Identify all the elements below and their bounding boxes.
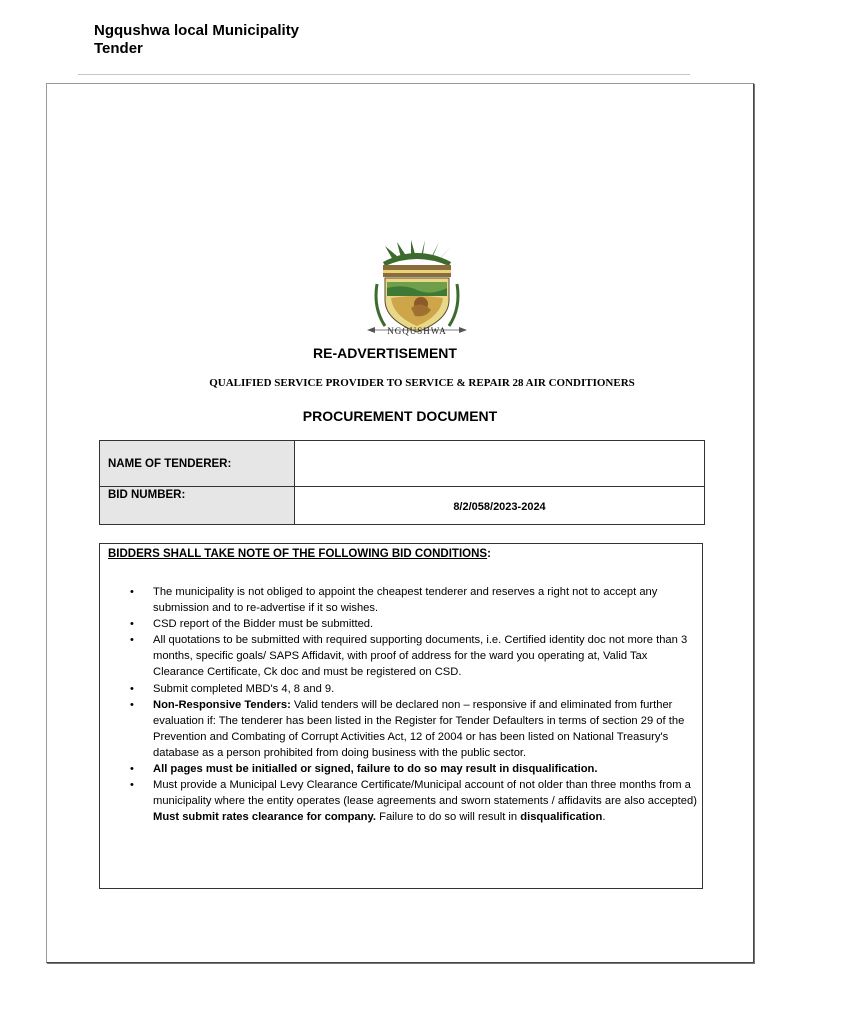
condition-text: Must provide a Municipal Levy Clearance Certificate/Municipal account of not older than three months from a municipality where the entity operates (lease agreements and sworn statements / affidavits are also accepted) [153, 779, 697, 808]
crest-motto-text: NGQUSHWA [387, 326, 447, 336]
list-item [100, 616, 700, 632]
condition-bold-text: disqualification [520, 811, 603, 824]
condition-text: All quotations to be submitted with required supporting documents, i.e. Certified identity doc not more than 3 months, specific goals/ SAPS Affidavit, with proof of address for the ward you operating at, Valid Tax Clearance Certificate, Ck doc and must be registered on CSD. [153, 634, 688, 679]
bullet-icon: • [130, 763, 134, 776]
header-municipality-title: Ngqushwa local Municipality [94, 22, 300, 39]
bullet-icon: • [130, 634, 134, 647]
condition-text: Failure to do so will result in [376, 811, 521, 824]
name-of-tenderer-label: NAME OF TENDERER: [108, 458, 232, 470]
condition-bold-text: Non-Responsive Tenders: [153, 698, 291, 711]
header-divider [78, 74, 690, 75]
list-item [100, 697, 700, 761]
condition-text: The municipality is not obliged to appoint the cheapest tenderer and reserves a right not to accept any submission and to re-advertise if it so wishes. [153, 586, 658, 615]
condition-text: . [602, 811, 606, 824]
re-advertisement-heading: RE-ADVERTISEMENT [313, 345, 457, 361]
list-item [100, 632, 700, 680]
tender-info-table [99, 440, 705, 525]
header-cut-off-line: Tender [94, 40, 143, 57]
info-row-divider [100, 486, 704, 487]
municipal-crest-icon [365, 238, 469, 342]
condition-bold-text: All pages must be initialled or signed, failure to do so may result in disqualification. [153, 763, 598, 776]
procurement-document-title: PROCUREMENT DOCUMENT [302, 408, 498, 424]
condition-text: Submit completed MBD's 4, 8 and 9. [153, 682, 335, 695]
list-item [100, 681, 700, 697]
bid-number-value: 8/2/058/2023-2024 [453, 501, 546, 513]
list-item [100, 584, 700, 616]
bullet-icon: • [130, 682, 134, 695]
bid-number-label: BID NUMBER: [108, 489, 186, 501]
bullet-icon: • [130, 779, 134, 792]
tender-subtitle: QUALIFIED SERVICE PROVIDER TO SERVICE & REPAIR 28 AIR CONDITIONERS [209, 377, 635, 389]
list-item [100, 761, 700, 777]
bid-conditions-heading-colon: : [487, 548, 491, 560]
name-of-tenderer-field[interactable] [300, 455, 700, 475]
list-item [100, 777, 700, 825]
condition-text: CSD report of the Bidder must be submitted. [153, 618, 374, 631]
bullet-icon: • [130, 618, 134, 631]
bullet-icon: • [130, 586, 134, 598]
condition-text: Valid tenders will be declared non – responsive if and eliminated from further evaluation if: The tenderer has been listed in the Register for Tender Defaulters in terms of section 29 of the Prevention and Combating of Corrupt Activities Act, 12 of 2004 or has been listed on National Treasury's database as a person prohibited from doing business with the public sector. [153, 698, 685, 759]
info-label-column [100, 441, 295, 524]
bid-conditions-list [100, 584, 700, 825]
bid-conditions-heading-text: BIDDERS SHALL TAKE NOTE OF THE FOLLOWING BID CONDITIONS [108, 548, 488, 560]
bid-conditions-heading [108, 548, 491, 560]
condition-bold-text: Must submit rates clearance for company. [153, 811, 376, 824]
bid-conditions-box [99, 543, 703, 889]
bullet-icon: • [130, 698, 134, 711]
